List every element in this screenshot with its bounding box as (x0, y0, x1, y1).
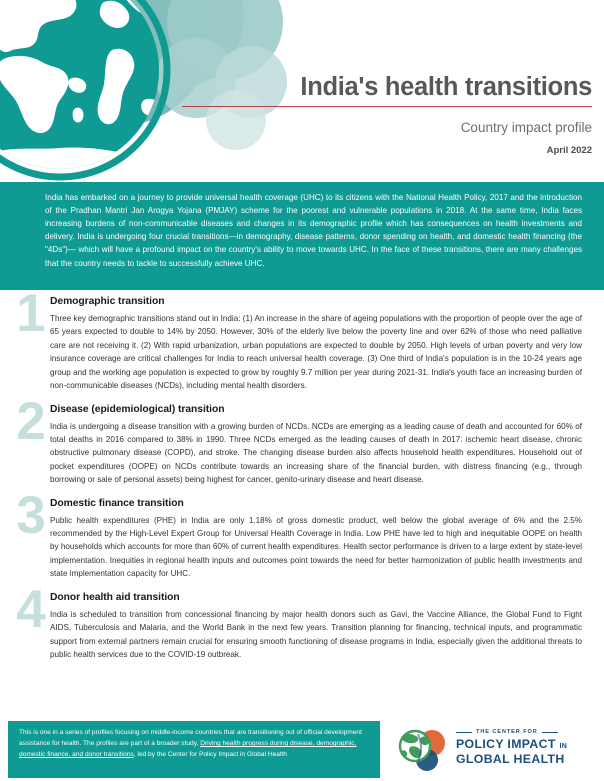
logo-line-2: GLOBAL HEALTH (456, 751, 565, 766)
logo-eyebrow-row (456, 729, 567, 735)
study-link[interactable]: Driving health progress during disease, demographic, domestic finance, and donor transitions (19, 739, 357, 758)
page-footer (0, 719, 604, 781)
section-demographic-transition (0, 284, 604, 393)
section-number: 3 (16, 485, 46, 545)
logo-rule-right (542, 732, 558, 733)
section-disease-transition (0, 391, 604, 487)
page-subtitle: Country impact profile (460, 120, 592, 136)
intro-summary-box (0, 182, 604, 290)
section-domestic-finance-transition (0, 485, 604, 581)
section-body: India is undergoing a disease transition with a growing burden of NCDs. NCDs are emerging as a leading cause of death and accounted for 60% of total deaths in 2016 compared to 38% in 1990. Three NCDs emerged as the leading causes of death in 2017: ischemic heart disease, chronic obstructive pulmonary disease (COPD), and stroke. The changing disease burden also affects household health expenditures. Household out of pocket expenditures (OOPE) on NCDs contribute towards an increasing share of the financial burden, with distress financing (e.g., through borrowing or sale of personal assets) being highest for cancer, genito-urinary disease and heart disease. (50, 421, 582, 485)
section-heading: Demographic transition (50, 296, 165, 307)
page-header (0, 0, 604, 182)
organization-logo (396, 723, 598, 777)
footer-note-text (8, 721, 380, 761)
footer-text-part-1: This is one in a series of profiles focusing on middle-income countries that are transitioning out of official development assistance for health. The profiles are part of a broader study, (19, 729, 362, 747)
title-block (152, 74, 592, 156)
section-heading: Donor health aid transition (50, 591, 180, 603)
section-body: Three key demographic transitions stand out in India: (1) An increase in the share of ageing populations with the proportion of people over the age of 65 years expected to double to 14% by 2050. However, 30% of the elderly live below the poverty line and over 62% of those who need palliative care are not receiving it. (2) With rapid urbanization, urban populations are expected to double by 2050. High levels of urban poverty and very low insurance coverage are critical challenges for India to reach universal health coverage. (3) One third of India's population is in the 10-24 years age group and the working age population is expected to grow by roughly 9.7 million per year during 2021-31. India's youth face an increasing burden of non-communicable diseases (NCDs), including mental health disorders. (50, 314, 582, 391)
globe-circles-logo-icon (396, 725, 450, 775)
logo-line-1 (456, 737, 567, 752)
transitions-sections (0, 284, 604, 661)
logo-line-1-suffix: IN (559, 743, 568, 750)
section-number: 4 (16, 579, 46, 639)
logo-wordmark (456, 729, 567, 766)
globe-icon (0, 0, 173, 182)
section-donor-health-aid-transition (0, 579, 604, 662)
section-heading: Domestic finance transition (50, 497, 184, 509)
title-underline-rule (182, 106, 592, 108)
footer-text-part-2: , led by the Center for Policy Impact in Global Health (133, 750, 287, 758)
page-title: India's health transitions (300, 73, 592, 101)
publication-date: April 2022 (546, 145, 592, 157)
section-body: India is scheduled to transition from concessional financing by major health donors such as Gavi, the Vaccine Alliance, the Global Fund to Fight AIDS, Tuberculosis and Malaria, and the World Bank in the next few years. Transition planning for financing, technical inputs, and programmatic support from external partners remain crucial for ensuring smooth functioning of disease programs in India, especially given the additional threats to public health services due to the COVID-19 outbreak. (50, 609, 582, 660)
section-number: 1 (16, 284, 46, 343)
section-heading: Disease (epidemiological) transition (50, 403, 225, 415)
section-number: 2 (16, 391, 46, 451)
footer-note-box (8, 721, 380, 778)
logo-line-1-main: POLICY IMPACT (456, 737, 556, 751)
intro-summary-text: India has embarked on a journey to provide universal health coverage (UHC) to its citizens with the National Health Policy, 2017 and the introduction of the Pradhan Mantri Jan Arogya Yojana (PMJAY) scheme for the poorest and vulnerable populations in 2018. At the same time, India faces increasing burdens of non-communicable diseases and changes in its demographic profile which has consequences on health investments and delivery. India is undergoing four crucial transitions—in demography, disease patterns, donor spending on health, and domestic health financing (the "4Ds")— which will have a profound impact on the country's ability to move towards UHC. In the face of these transitions, there are many challenges that the country needs to tackle to successfully achieve UHC. (45, 193, 582, 268)
logo-rule-left (456, 732, 472, 733)
section-body: Public health expenditures (PHE) in India are only 1.18% of gross domestic product, well below the global average of 6% and the 2.5% recommended by the High-Level Expert Group for Universal Health Coverage in India. Low PHE have led to high and inequitable OOPE on health by households which accounts for more than 60% of current health expenditures. Health sector performance is driven to a large extent by state-level implementation. Inequities in regional health inputs and outcomes point towards the need for better harmonization of public health investments and state implementation capacity for UHC. (50, 515, 582, 579)
logo-eyebrow-text: THE CENTER FOR (476, 729, 538, 735)
